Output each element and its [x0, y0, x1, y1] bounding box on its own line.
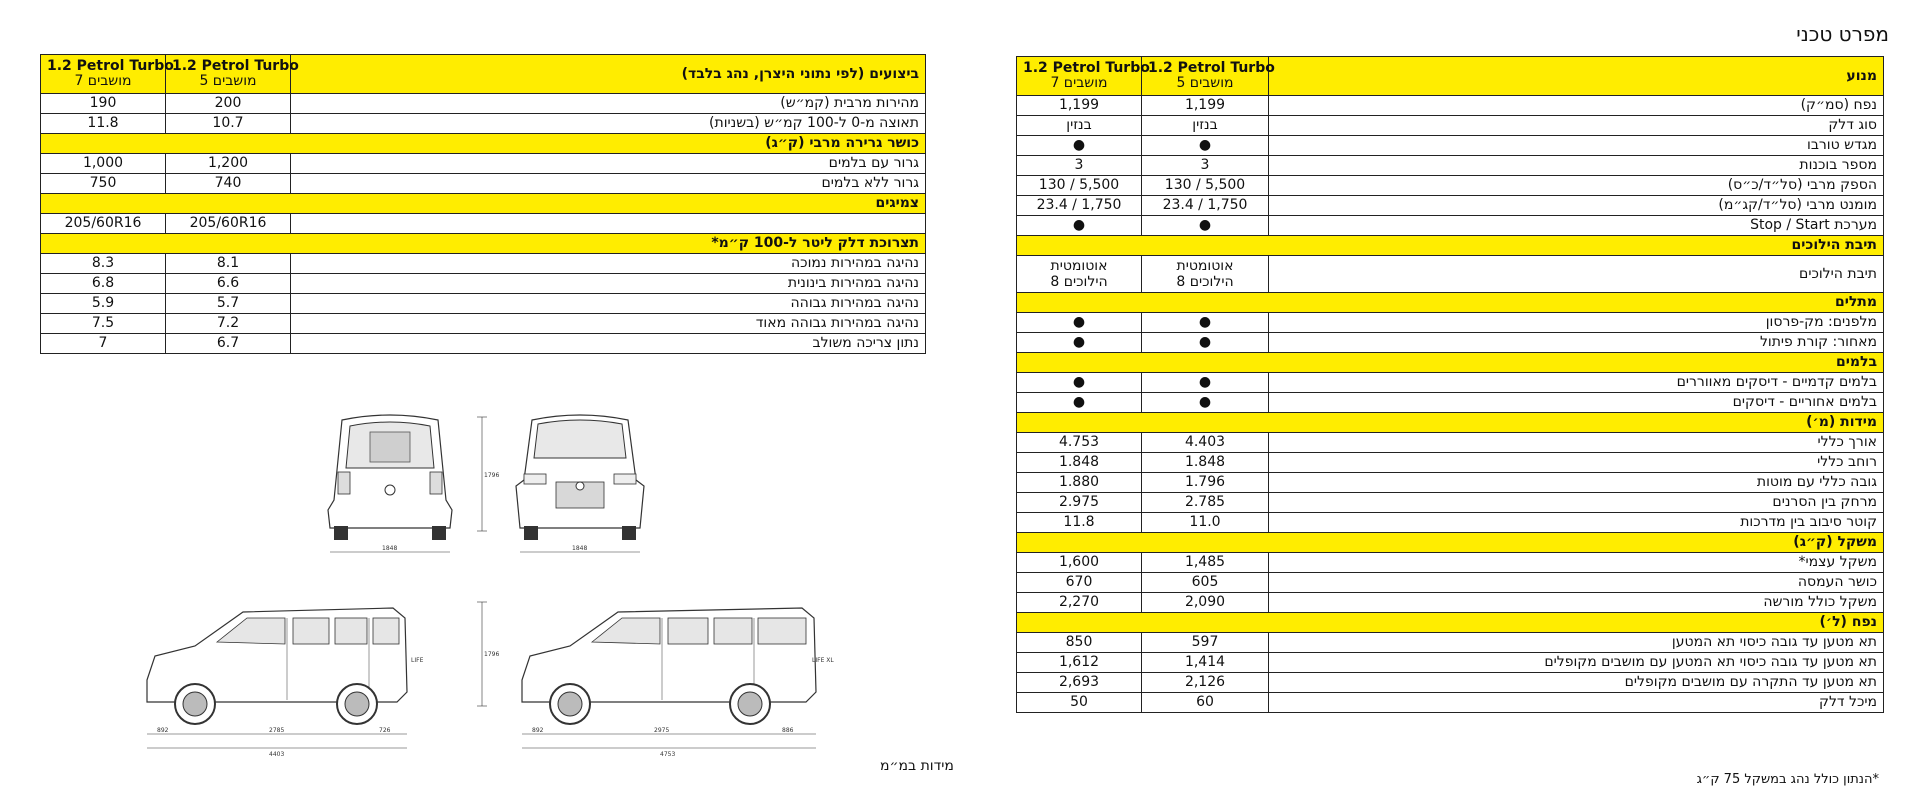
value-7-seats: 130 / 5,500	[1017, 176, 1142, 196]
table-row	[1017, 473, 1884, 493]
value-7-seats: 7	[41, 334, 166, 354]
model-tag: LIFE XL	[812, 657, 834, 664]
section-label: נפח (ל׳)	[1017, 613, 1884, 633]
section-row	[1017, 353, 1884, 373]
model-tag: LIFE	[411, 657, 424, 664]
value-7-seats	[1017, 256, 1142, 293]
row-label: נהיגה במהירות גבוהה	[291, 294, 926, 314]
row-label: משקל עצמי*	[1269, 553, 1884, 573]
row-label: נהיגה במהירות גבוהה מאוד	[291, 314, 926, 334]
section-row	[1017, 413, 1884, 433]
table-row	[41, 174, 926, 194]
row-label: נתון צריכה משולב	[291, 334, 926, 354]
row-label: מערכת Stop / Start	[1269, 216, 1884, 236]
section-label: כושר גרירה מרבי (ק״ג)	[41, 134, 926, 154]
value-5-seats: ●	[1142, 393, 1269, 413]
table-row	[41, 254, 926, 274]
value-7-seats: 2,693	[1017, 673, 1142, 693]
table-header: מנוע	[1269, 57, 1884, 96]
value-5-seats: 605	[1142, 573, 1269, 593]
wheelbase-label: 2975	[654, 727, 670, 734]
value-5-seats: 2.785	[1142, 493, 1269, 513]
table-row	[41, 214, 926, 234]
value-5-seats: 5.7	[166, 294, 291, 314]
value-5-seats: ●	[1142, 373, 1269, 393]
value-7-seats: 8.3	[41, 254, 166, 274]
row-label: מומנט מרבי (סל״ד/קג״מ)	[1269, 196, 1884, 216]
table-row	[1017, 256, 1884, 293]
value-7-seats: ●	[1017, 136, 1142, 156]
row-label: מרחק בין הסרנים	[1269, 493, 1884, 513]
side-view-short-drawing	[135, 592, 424, 758]
table-row	[1017, 573, 1884, 593]
value-5-seats: 23.4 / 1,750	[1142, 196, 1269, 216]
section-row	[41, 194, 926, 214]
value-5-seats: 1,200	[166, 154, 291, 174]
value-7-seats: 5.9	[41, 294, 166, 314]
value-5-seats: 1.848	[1142, 453, 1269, 473]
row-label: מהירות מרבית (קמ״ש)	[291, 94, 926, 114]
row-label: משקל כולל מורשה	[1269, 593, 1884, 613]
value-7-seats: 2.975	[1017, 493, 1142, 513]
wheelbase-label: 2785	[269, 727, 285, 734]
row-label: תא מטען עד גובה כיסוי תא המטען	[1269, 633, 1884, 653]
table-row	[1017, 216, 1884, 236]
table-row	[1017, 333, 1884, 353]
table-row	[1017, 116, 1884, 136]
section-label: מתלים	[1017, 293, 1884, 313]
value-5-seats: 130 / 5,500	[1142, 176, 1269, 196]
table-row	[1017, 453, 1884, 473]
value-7-seats: ●	[1017, 333, 1142, 353]
value-7-seats: 1.848	[1017, 453, 1142, 473]
value-7-seats-line: אוטומטית	[1050, 258, 1108, 274]
row-label: מלפנים: מק-פרסון	[1269, 313, 1884, 333]
table-row	[1017, 633, 1884, 653]
dimensions-note: מידות במ״מ	[880, 758, 954, 774]
value-5-seats: 10.7	[166, 114, 291, 134]
table-row	[1017, 493, 1884, 513]
row-label	[291, 214, 926, 234]
table-row	[41, 94, 926, 114]
row-label: בלמים קדמיים - דיסקים מאווררים	[1269, 373, 1884, 393]
total-length-label: 4753	[660, 751, 676, 758]
side-height-dimension	[474, 600, 500, 710]
table-row	[1017, 393, 1884, 413]
value-5-seats	[1142, 256, 1269, 293]
column-header-7-seats: 1.2 Petrol Turbo 7 מושבים	[1017, 57, 1142, 96]
value-7-seats: 7.5	[41, 314, 166, 334]
section-label: מידות (מ׳)	[1017, 413, 1884, 433]
row-label: נהיגה במהירות נמוכה	[291, 254, 926, 274]
column-header-5-seats: 1.2 Petrol Turbo 5 מושבים	[1142, 57, 1269, 96]
column-header-5-seats: 1.2 Petrol Turbo 5 מושבים	[166, 55, 291, 94]
value-5-seats: בנזין	[1142, 116, 1269, 136]
value-7-seats: בנזין	[1017, 116, 1142, 136]
table-row	[1017, 433, 1884, 453]
row-label: רוחב כללי	[1269, 453, 1884, 473]
value-7-seats: 1,199	[1017, 96, 1142, 116]
value-7-seats: 205/60R16	[41, 214, 166, 234]
rear-overhang-label: 726	[379, 727, 391, 734]
row-label: נהיגה במהירות בינונית	[291, 274, 926, 294]
section-label: צמיגים	[41, 194, 926, 214]
row-label: גרור עם בלמים	[291, 154, 926, 174]
value-7-seats: ●	[1017, 373, 1142, 393]
value-5-seats: 1,414	[1142, 653, 1269, 673]
rear-overhang-label: 886	[782, 727, 794, 734]
row-label: בלמים אחוריים - דיסקים	[1269, 393, 1884, 413]
height-label: 1796	[484, 472, 500, 479]
table-row	[1017, 593, 1884, 613]
row-label: תיבת הילוכים	[1269, 256, 1884, 293]
value-7-seats: 670	[1017, 573, 1142, 593]
column-header-7-seats: 1.2 Petrol Turbo 7 מושבים	[41, 55, 166, 94]
rear-view-drawing	[320, 410, 460, 560]
table-row	[1017, 373, 1884, 393]
value-5-seats: 11.0	[1142, 513, 1269, 533]
row-label: מיכל דלק	[1269, 693, 1884, 713]
value-5-seats: 6.6	[166, 274, 291, 294]
value-7-seats: ●	[1017, 313, 1142, 333]
value-5-seats: 740	[166, 174, 291, 194]
section-row	[41, 134, 926, 154]
section-label: בלמים	[1017, 353, 1884, 373]
row-label: גובה כללי עם מוטות	[1269, 473, 1884, 493]
value-5-seats: 1,199	[1142, 96, 1269, 116]
table-row	[41, 274, 926, 294]
value-7-seats: 6.8	[41, 274, 166, 294]
table-row	[1017, 156, 1884, 176]
table-row	[41, 114, 926, 134]
row-label: נפח (סמ״ק)	[1269, 96, 1884, 116]
section-label: משקל (ק״ג)	[1017, 533, 1884, 553]
value-7-seats: 2,270	[1017, 593, 1142, 613]
value-5-seats: ●	[1142, 333, 1269, 353]
front-view-drawing	[510, 410, 650, 560]
table-row	[1017, 673, 1884, 693]
performance-table	[40, 54, 926, 354]
table-header: ביצועים (לפי נתוני היצרן, נהג בלבד)	[291, 55, 926, 94]
row-label: כושר העמסה	[1269, 573, 1884, 593]
page-title: מפרט טכני	[1796, 22, 1889, 46]
front-overhang-label: 892	[532, 727, 544, 734]
side-height-label: 1796	[484, 651, 500, 658]
table-row	[41, 334, 926, 354]
section-label: תצרוכת דלק ליטר ל-100 ק״מ*	[41, 234, 926, 254]
value-7-seats: 3	[1017, 156, 1142, 176]
value-7-seats: 1.880	[1017, 473, 1142, 493]
section-row	[1017, 533, 1884, 553]
section-label: תיבת הילוכים	[1017, 236, 1884, 256]
value-7-seats: 23.4 / 1,750	[1017, 196, 1142, 216]
value-7-seats-line: 8 הילוכים	[1050, 274, 1108, 290]
value-7-seats: 4.753	[1017, 433, 1142, 453]
side-view-long-drawing	[510, 592, 834, 758]
table-row	[41, 314, 926, 334]
value-5-seats: ●	[1142, 216, 1269, 236]
value-7-seats: 1,000	[41, 154, 166, 174]
row-label: מאחור: קורת פיתול	[1269, 333, 1884, 353]
value-5-seats: 1,485	[1142, 553, 1269, 573]
value-5-seats: ●	[1142, 136, 1269, 156]
table-row	[1017, 96, 1884, 116]
value-7-seats: 190	[41, 94, 166, 114]
value-5-seats: 200	[166, 94, 291, 114]
value-7-seats: ●	[1017, 393, 1142, 413]
value-5-seats: 6.7	[166, 334, 291, 354]
row-label: מגדש טורבו	[1269, 136, 1884, 156]
value-7-seats: 850	[1017, 633, 1142, 653]
value-5-seats: 2,090	[1142, 593, 1269, 613]
row-label: סוג דלק	[1269, 116, 1884, 136]
row-label: קוטר סיבוב בין מדרכות	[1269, 513, 1884, 533]
value-5-seats: 7.2	[166, 314, 291, 334]
row-label: גרור ללא בלמים	[291, 174, 926, 194]
value-7-seats: 1,600	[1017, 553, 1142, 573]
value-5-seats: 2,126	[1142, 673, 1269, 693]
value-5-seats-line: אוטומטית	[1176, 258, 1234, 274]
table-row	[41, 154, 926, 174]
table-row	[1017, 553, 1884, 573]
row-label: הספק מרבי (סל״ד/כ״ס)	[1269, 176, 1884, 196]
value-7-seats: 50	[1017, 693, 1142, 713]
value-5-seats: 60	[1142, 693, 1269, 713]
value-5-seats: 3	[1142, 156, 1269, 176]
row-label: אורך כללי	[1269, 433, 1884, 453]
table-row	[1017, 196, 1884, 216]
value-7-seats: 11.8	[1017, 513, 1142, 533]
table-row	[1017, 693, 1884, 713]
total-length-label: 4403	[269, 751, 285, 758]
value-7-seats: 750	[41, 174, 166, 194]
table-row	[1017, 653, 1884, 673]
table-row	[1017, 136, 1884, 156]
row-label: תא מטען עד גובה כיסוי תא המטען עם מושבים מקופלים	[1269, 653, 1884, 673]
section-row	[1017, 613, 1884, 633]
section-row	[41, 234, 926, 254]
row-label: תא מטען עד התקרה עם מושבים מקופלים	[1269, 673, 1884, 693]
table-row	[1017, 513, 1884, 533]
value-5-seats: 1.796	[1142, 473, 1269, 493]
table-row	[1017, 176, 1884, 196]
table-row	[1017, 313, 1884, 333]
value-7-seats: 1,612	[1017, 653, 1142, 673]
front-width-label: 1848	[572, 545, 588, 552]
value-5-seats: 597	[1142, 633, 1269, 653]
row-label: תאוצה מ-0 ל-100 קמ״ש (בשניות)	[291, 114, 926, 134]
section-row	[1017, 236, 1884, 256]
value-5-seats: 205/60R16	[166, 214, 291, 234]
height-dimension	[474, 415, 500, 535]
section-row	[1017, 293, 1884, 313]
value-5-seats-line: 8 הילוכים	[1176, 274, 1234, 290]
value-5-seats: ●	[1142, 313, 1269, 333]
value-7-seats: 11.8	[41, 114, 166, 134]
rear-width-label: 1848	[382, 545, 398, 552]
value-5-seats: 8.1	[166, 254, 291, 274]
footnote: *הנתון כולל נהג במשקל 75 ק״ג	[1696, 772, 1879, 787]
value-5-seats: 4.403	[1142, 433, 1269, 453]
row-label: מספר בוכנות	[1269, 156, 1884, 176]
engine-spec-table	[1016, 56, 1884, 713]
value-7-seats: ●	[1017, 216, 1142, 236]
table-row	[41, 294, 926, 314]
front-overhang-label: 892	[157, 727, 169, 734]
